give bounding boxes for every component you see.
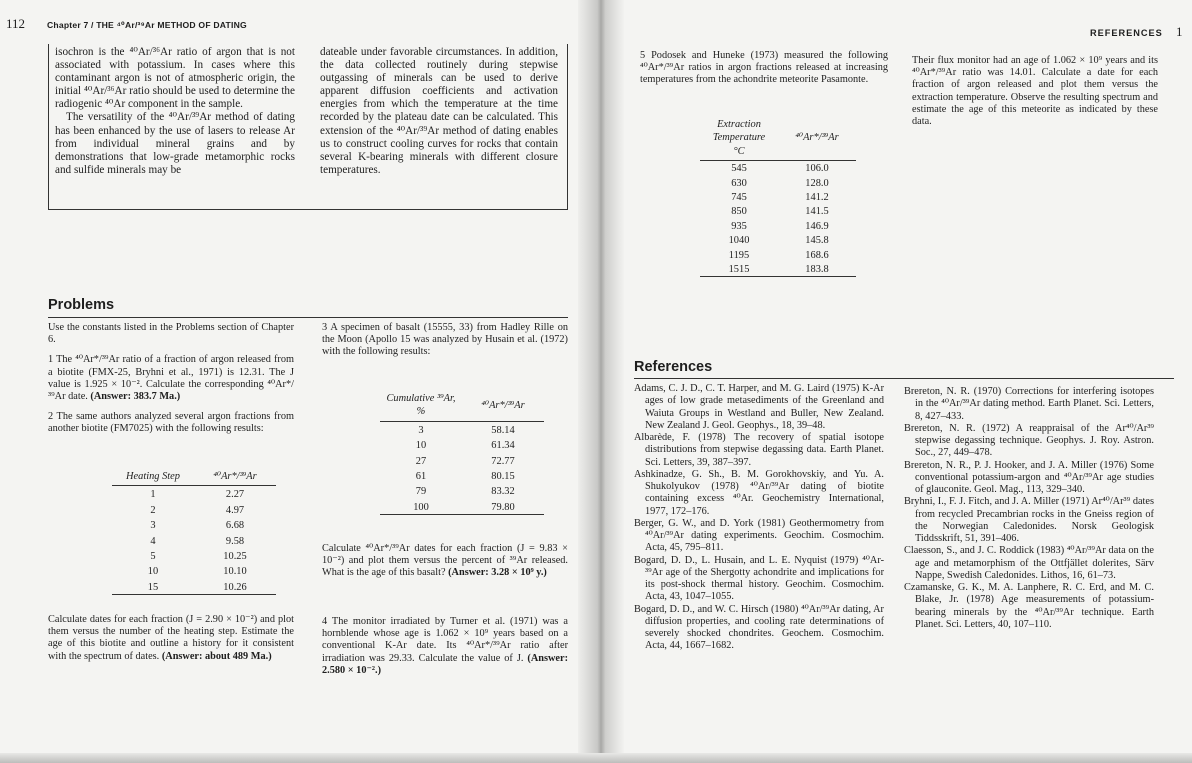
table-row [700,190,856,204]
table-row [700,262,856,277]
right-page-number: 1 [1176,24,1183,39]
table-cell: 83.32 [491,486,515,498]
problem-1 [48,354,294,403]
table-cell: 2 [150,504,156,516]
table-row [700,161,856,176]
table-cell: 745 [731,192,747,204]
problem-5-after: Their flux monitor had an age of 1.062 × 10⁹ years and its ⁴⁰Ar*/³⁹Ar ratio was 14.01. Calculate a date for each fraction of argon released and plot them versus the extraction temperature. Observe the resulting spectrum and estimate the age of this meteorite as indicated by these data. [912,55,1158,128]
page-bottom-edge [0,753,1192,763]
table-cell: 10.26 [194,579,276,595]
table-cell: 141.2 [805,192,829,204]
problems-column-1 [48,322,294,436]
problem-5 [640,50,888,87]
problem-3-after: Calculate ⁴⁰Ar*/³⁹Ar dates for each fraction (J = 9.83 × 10⁻²) and plot them versus the percent of ³⁹Ar released. What is the age of this basalt? [322,543,568,579]
table-row [380,421,544,437]
table-cell: 10 [415,440,427,452]
reference-entry: Brereton, N. R. (1972) A reappraisal of the Ar⁴⁰/Ar³⁹ stepwise degassing technique. Geophys. J. Roy. Astron. Soc., 27, 449–478. [904,422,1154,459]
references-column-1 [634,383,884,653]
problem-1-text: 1 The ⁴⁰Ar*/³⁹Ar ratio of a fraction of argon released from a biotite (FMX-25, Bryhni et al., 1971) is 12.31. The J value is 1.925 × 10⁻². Calculate the corresponding ⁴⁰Ar*/³⁹Ar date. [48,354,294,403]
table-header: Heating Step [112,470,194,486]
reference-entry: Bryhni, I., F. J. Fitch, and J. A. Miller (1971) Ar⁴⁰/Ar³⁹ dates from recycled Precambrian rocks in the Gneiss region of the Norwegian Caledonides. Norsk Geologisk Tiddsskrift, 51, 391–406. [904,496,1154,544]
table-cell: 545 [731,163,747,175]
references-heading: References [634,359,713,375]
problem-3-text: 3 A specimen of basalt (15555, 33) from Hadley Rille on the Moon (Apollo 15 was analyzed by Husain et al. (1972) with the following results: [322,322,568,358]
problems-heading: Problems [48,297,115,313]
problem-2-text: 2 The same authors analyzed several argon fractions from another biotite (FM7025) with the following results: [48,411,294,435]
table-header: Cumulative ³⁹Ar, % [380,392,462,421]
table-cell: 72.77 [491,455,515,467]
table-cell: 58.14 [491,424,515,436]
table-row [112,579,276,595]
box-right-border [567,44,568,210]
table-cell: 15 [112,579,194,595]
table-cell: 1515 [700,262,778,277]
reference-entry: Adams, C. J. D., C. T. Harper, and M. G. Laird (1975) K-Ar ages of low grade metasediments of the Greenland and Waiuta Groups in Westland and Buller, New Zealand. New Zealand J. Geol. Geophys., 18, 39–48. [634,383,884,431]
problems-intro: Use the constants listed in the Problems section of Chapter 6. [48,322,294,346]
table-row [380,499,544,515]
reference-entry: Berger, G. W., and D. York (1981) Geothermometry from ⁴⁰Ar/³⁹Ar dating experiments. Geochim. Cosmochim. Acta, 45, 795–811. [634,517,884,554]
table-row [112,517,276,532]
problem-4-text: 4 The monitor irradiated by Turner et al. (1971) was a hornblende whose age is 1.062 × 10⁹ years based on a conventional K-Ar date. Its ⁴⁰Ar*/³⁹Ar ratio after irradiation was 29.33. Calculate the value of J. [322,616,568,664]
table-header: ⁴⁰Ar*/³⁹Ar [462,392,544,421]
box-left-border [48,44,49,210]
box-bottom-border [48,209,568,210]
table-cell: 6.68 [225,520,245,532]
table-row [112,502,276,517]
table-cell: 80.15 [491,471,515,483]
problem-3-table [380,392,544,515]
box-column-2 [320,46,558,177]
table-cell: 10.25 [223,551,247,563]
right-running-head: REFERENCES [1090,28,1163,38]
reference-entry: Bogard, D. D., L. Husain, and L. E. Nyquist (1979) ⁴⁰Ar-³⁹Ar age of the Shergotty achondrite and implications for its post-shock thermal history. Geochim. Cosmochim. Acta, 43, 1047–1055. [634,554,884,603]
problems-column-2 [322,322,568,359]
table-cell: 935 [731,220,747,232]
table-cell: 9.58 [225,535,245,547]
table-row [700,233,856,247]
box-paragraph-1: isochron is the ⁴⁰Ar/³⁶Ar ratio of argon that is not associated with potassium. In cases where this contaminant argon is not of atmospheric origin, the initial ⁴⁰Ar/³⁶Ar ratio should be used to determine the radiogenic ⁴⁰Ar component in the sample. [55,46,295,111]
table-cell: 79.80 [462,499,544,515]
table-cell: 128.0 [805,177,829,189]
references-column-2 [904,386,1154,631]
problem-2-after: Calculate dates for each fraction (J = 2.90 × 10⁻²) and plot them versus the number of the heating step. Estimate the age of this biotite and outline a history for it consistent with the spectrum of dates. [48,614,294,662]
table-row [380,437,544,452]
problem-4 [322,616,568,677]
table-cell: 27 [415,455,427,467]
box-paragraph-2: The versatility of the ⁴⁰Ar/³⁹Ar method of dating has been enhanced by the use of lasers to release Ar from individual mineral grains and by demonstrations that low-grade metamorphic rocks and sulfide minerals may be [55,111,295,176]
problem-1-answer: (Answer: 383.7 Ma.) [90,391,181,403]
box-column-1 [55,46,295,177]
table-row [380,453,544,468]
table-header: ⁴⁰Ar*/³⁹Ar [194,470,276,486]
table-cell: 168.6 [805,249,829,261]
problem-5-text: 5 Podosek and Huneke (1973) measured the following ⁴⁰Ar*/³⁹Ar ratios in argon fractions released at increasing temperatures from the achondrite meteorite Pasamonte. [640,50,888,86]
problem-5-followup [912,55,1158,128]
reference-entry: Czamanske, G. K., M. A. Lanphere, R. C. Erd, and M. C. Blake, Jr. (1978) Age measurements of potassium-bearing minerals by the ⁴⁰Ar/³⁹Ar technique. Earth Planet. Sci. Letters, 40, 107–110. [904,582,1154,630]
problem-3-answer: (Answer: 3.28 × 10⁹ y.) [448,567,547,579]
table-row [112,563,276,578]
table-row [380,468,544,483]
table-cell: 1195 [728,249,750,261]
table-row [700,248,856,262]
problem-2-answer: (Answer: about 489 Ma.) [161,650,272,662]
table-row [112,548,276,563]
table-cell: 5 [150,551,156,563]
table-cell: 61.34 [491,440,515,452]
reference-entry: Ashkinadze, G. Sh., B. M. Gorokhovskiy, and Yu. A. Shukolyukov (1978) ⁴⁰Ar/³⁹Ar dating of biotite containing excess ⁴⁰Ar. Geochemistry International, 1977, 172–176. [634,468,884,517]
table-row [112,533,276,548]
table-cell: 1040 [728,235,750,247]
table-header: Extraction Temperature °C [700,118,778,161]
reference-entry: Claesson, S., and J. C. Roddick (1983) ⁴⁰Ar/³⁹Ar data on the age and metamorphism of the Ottfjället dolerites, Särv Nappe, Swedish Caledonides. Lithos, 16, 61–73. [904,545,1154,581]
table-row [700,176,856,190]
table-cell: 3 [150,520,156,532]
reference-entry: Albarède, F. (1978) The recovery of spatial isotope distributions from stepwise degassing data. Earth Planet. Sci. Letters, 39, 387–397. [634,432,884,468]
table-cell: 61 [415,471,427,483]
problem-5-table [700,118,856,277]
reference-entry: Brereton, N. R., P. J. Hooker, and J. A. Miller (1976) Some conventional potassium-argon and ⁴⁰Ar/³⁹Ar age studies of glauconite. Geol. Mag., 113, 329–340. [904,459,1154,495]
table-row [112,486,276,502]
problem-3-followup [322,543,568,580]
table-cell: 10.10 [223,566,247,578]
table-cell: 2.27 [225,489,245,501]
table-row [380,483,544,498]
references-rule [634,378,1174,379]
table-cell: 146.9 [805,220,829,232]
problem-4-answer: (Answer: 2.580 × 10⁻².) [322,652,568,676]
table-cell: 3 [418,424,424,436]
table-header: ⁴⁰Ar*/³⁹Ar [778,118,856,161]
table-cell: 145.8 [805,235,829,247]
left-page-number: 112 [6,16,26,31]
problems-rule [48,317,568,318]
reference-entry: Brereton, N. R. (1970) Corrections for interfering isotopes in the ⁴⁰Ar/³⁹Ar dating method. Earth Planet. Sci. Letters, 8, 427–433. [904,386,1154,422]
problem-2-followup [48,614,294,663]
table-cell: 141.5 [805,206,829,218]
table-cell: 1 [150,489,156,501]
left-running-head: Chapter 7 / THE ⁴⁰Ar/³⁹Ar METHOD OF DATING [47,20,247,30]
table-cell: 10 [147,566,159,578]
table-cell: 79 [415,486,427,498]
table-row [700,204,856,218]
problem-2-table [112,470,276,595]
table-cell: 630 [731,177,747,189]
reference-entry: Bogard, D. D., and W. C. Hirsch (1980) ⁴⁰Ar/³⁹Ar dating, Ar diffusion properties, and cooling rate determinations of severely shocked chondrites. Geochem. Cosmochim. Acta, 44, 1667–1682. [634,603,884,652]
table-row [700,219,856,233]
box-paragraph-3: dateable under favorable circumstances. In addition, the data collected routinely during stepwise outgassing of minerals can be used to derive apparent diffusion coefficients and activation energies from which the temperature at the time recorded by the plateau date can be calculated. This extension of the ⁴⁰Ar/³⁹Ar method of dating enables us to construct cooling curves for rocks that contain several K-bearing minerals with different closure temperatures. [320,46,558,176]
table-cell: 100 [380,499,462,515]
book-gutter [578,0,624,763]
table-cell: 4 [150,535,156,547]
table-cell: 106.0 [805,163,829,175]
table-cell: 183.8 [778,262,856,277]
table-cell: 4.97 [225,504,245,516]
table-cell: 850 [731,206,747,218]
